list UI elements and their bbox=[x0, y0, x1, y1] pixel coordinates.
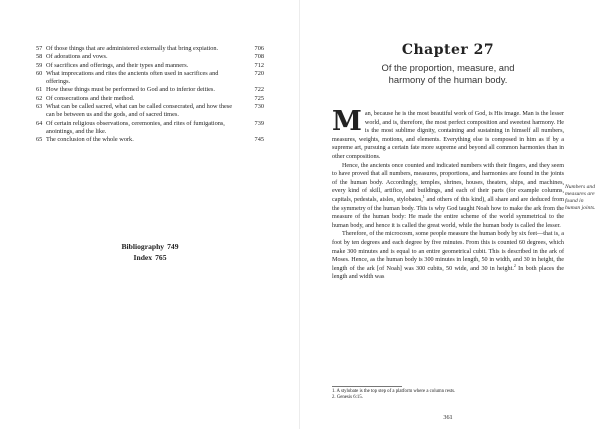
body-paragraph: Therefore, of the microcosm, some people measure the human body by six feet—that is, a foot by ten degrees and each degree by five minutes. From this is counted 60 degrees, which make 300 minutes and is equal to an entire geometrical cubit. This is described in the ark of Moses. Hence, as the human body is 300 minutes in length, 50 in width, and 30 in height, the length of the ark [of Noah] was 300 cubits, 50 wide, and 30 in height.$^2$ In both places the length and width was bbox=[332, 231, 564, 281]
margin-note: Numbers and measures are found in human joints. bbox=[565, 184, 596, 211]
footnotes bbox=[332, 389, 564, 402]
toc-entry: 61 How these things must be performed to God and to inferior deities. 722 bbox=[36, 86, 264, 94]
drop-cap: M bbox=[332, 106, 362, 137]
index-entry bbox=[36, 253, 264, 262]
bibliography-entry bbox=[36, 242, 264, 251]
toc-entry: 62 Of consecrations and their method. 725 bbox=[36, 94, 264, 102]
footnote-ref: 2 bbox=[513, 262, 516, 268]
chapter-body bbox=[332, 106, 564, 282]
chapter-heading: Chapter 27 bbox=[401, 42, 495, 58]
toc-entry: 60 What imprecations and rites the ancients often used in sacrifices and offerings. 720 bbox=[36, 69, 264, 86]
table-of-contents bbox=[36, 45, 264, 145]
page-gutter bbox=[299, 0, 300, 429]
footnote-divider bbox=[332, 386, 402, 387]
bibliography-label: Bibliography bbox=[121, 242, 165, 251]
toc-entry: 59 Of sacrifices and offerings, and their types and manners. 712 bbox=[36, 61, 264, 69]
footnote: 1. A stylobate is the top step of a platform where a column rests. bbox=[332, 389, 456, 394]
toc-entry: 64 Of certain religious observations, ceremonies, and rites of fumigations, anointings, and the like. 739 bbox=[36, 119, 264, 135]
chapter-subtitle-line: Of the proportion, measure, and bbox=[381, 62, 515, 73]
index-label: Index bbox=[133, 253, 153, 262]
toc-entry: 58 Of adorations and vows. 708 bbox=[36, 53, 264, 61]
bibliography-page: 749 bbox=[167, 242, 179, 251]
body-paragraph: Hence, the ancients once counted and indicated numbers with their fingers, and they seem to have proved that all numbers, measures, proportions, and harmonies are found in the joints of the human body. Accordingly, temples, shrines, houses, theaters, ships, and machines, every kind of skill, artifice, and buildings, and each of their parts (for example columns, capitals, pedestals, aisles, stylobates,$^1$ and others of this kind), all share and are deduced from the symmetry of the human body. This is why God taught Noah how to make the ark from the measure of the human body: He made the entire scheme of the world symmetrical to the human body, and hence it is called the great world, while the human body is called the lesser. bbox=[332, 162, 564, 229]
chapter-subtitle bbox=[332, 62, 564, 86]
page-number: 361 bbox=[443, 414, 453, 421]
index-page: 765 bbox=[155, 253, 167, 262]
body-paragraph: Man, because he is the most beautiful work of God, is His image. Man is the lesser world, and is, therefore, the most perfect composition and sweetest harmony. He is the most sublime dignity, containing and sustaining in himself all numbers, measures, weights, motions, and elements. Everything else is composed in him as if by a supreme art, pursuing a certain fate more supreme and beyond all common harmonies than in other compositions. bbox=[332, 106, 564, 160]
toc-entry: 63 What can be called sacred, what can be called consecrated, and how these can be between us and the gods, and of sacred times. 730 bbox=[36, 103, 264, 119]
toc-entry: 57 Of those things that are administered externally that bring expiation. 706 bbox=[36, 45, 264, 52]
chapter-subtitle-line: harmony of the human body. bbox=[388, 74, 508, 85]
footnote-ref: 1 bbox=[422, 193, 425, 199]
toc-entry: 65 The conclusion of the whole work. 745 bbox=[36, 136, 264, 144]
footnote: 2. Genesis 6:15. bbox=[332, 395, 363, 401]
